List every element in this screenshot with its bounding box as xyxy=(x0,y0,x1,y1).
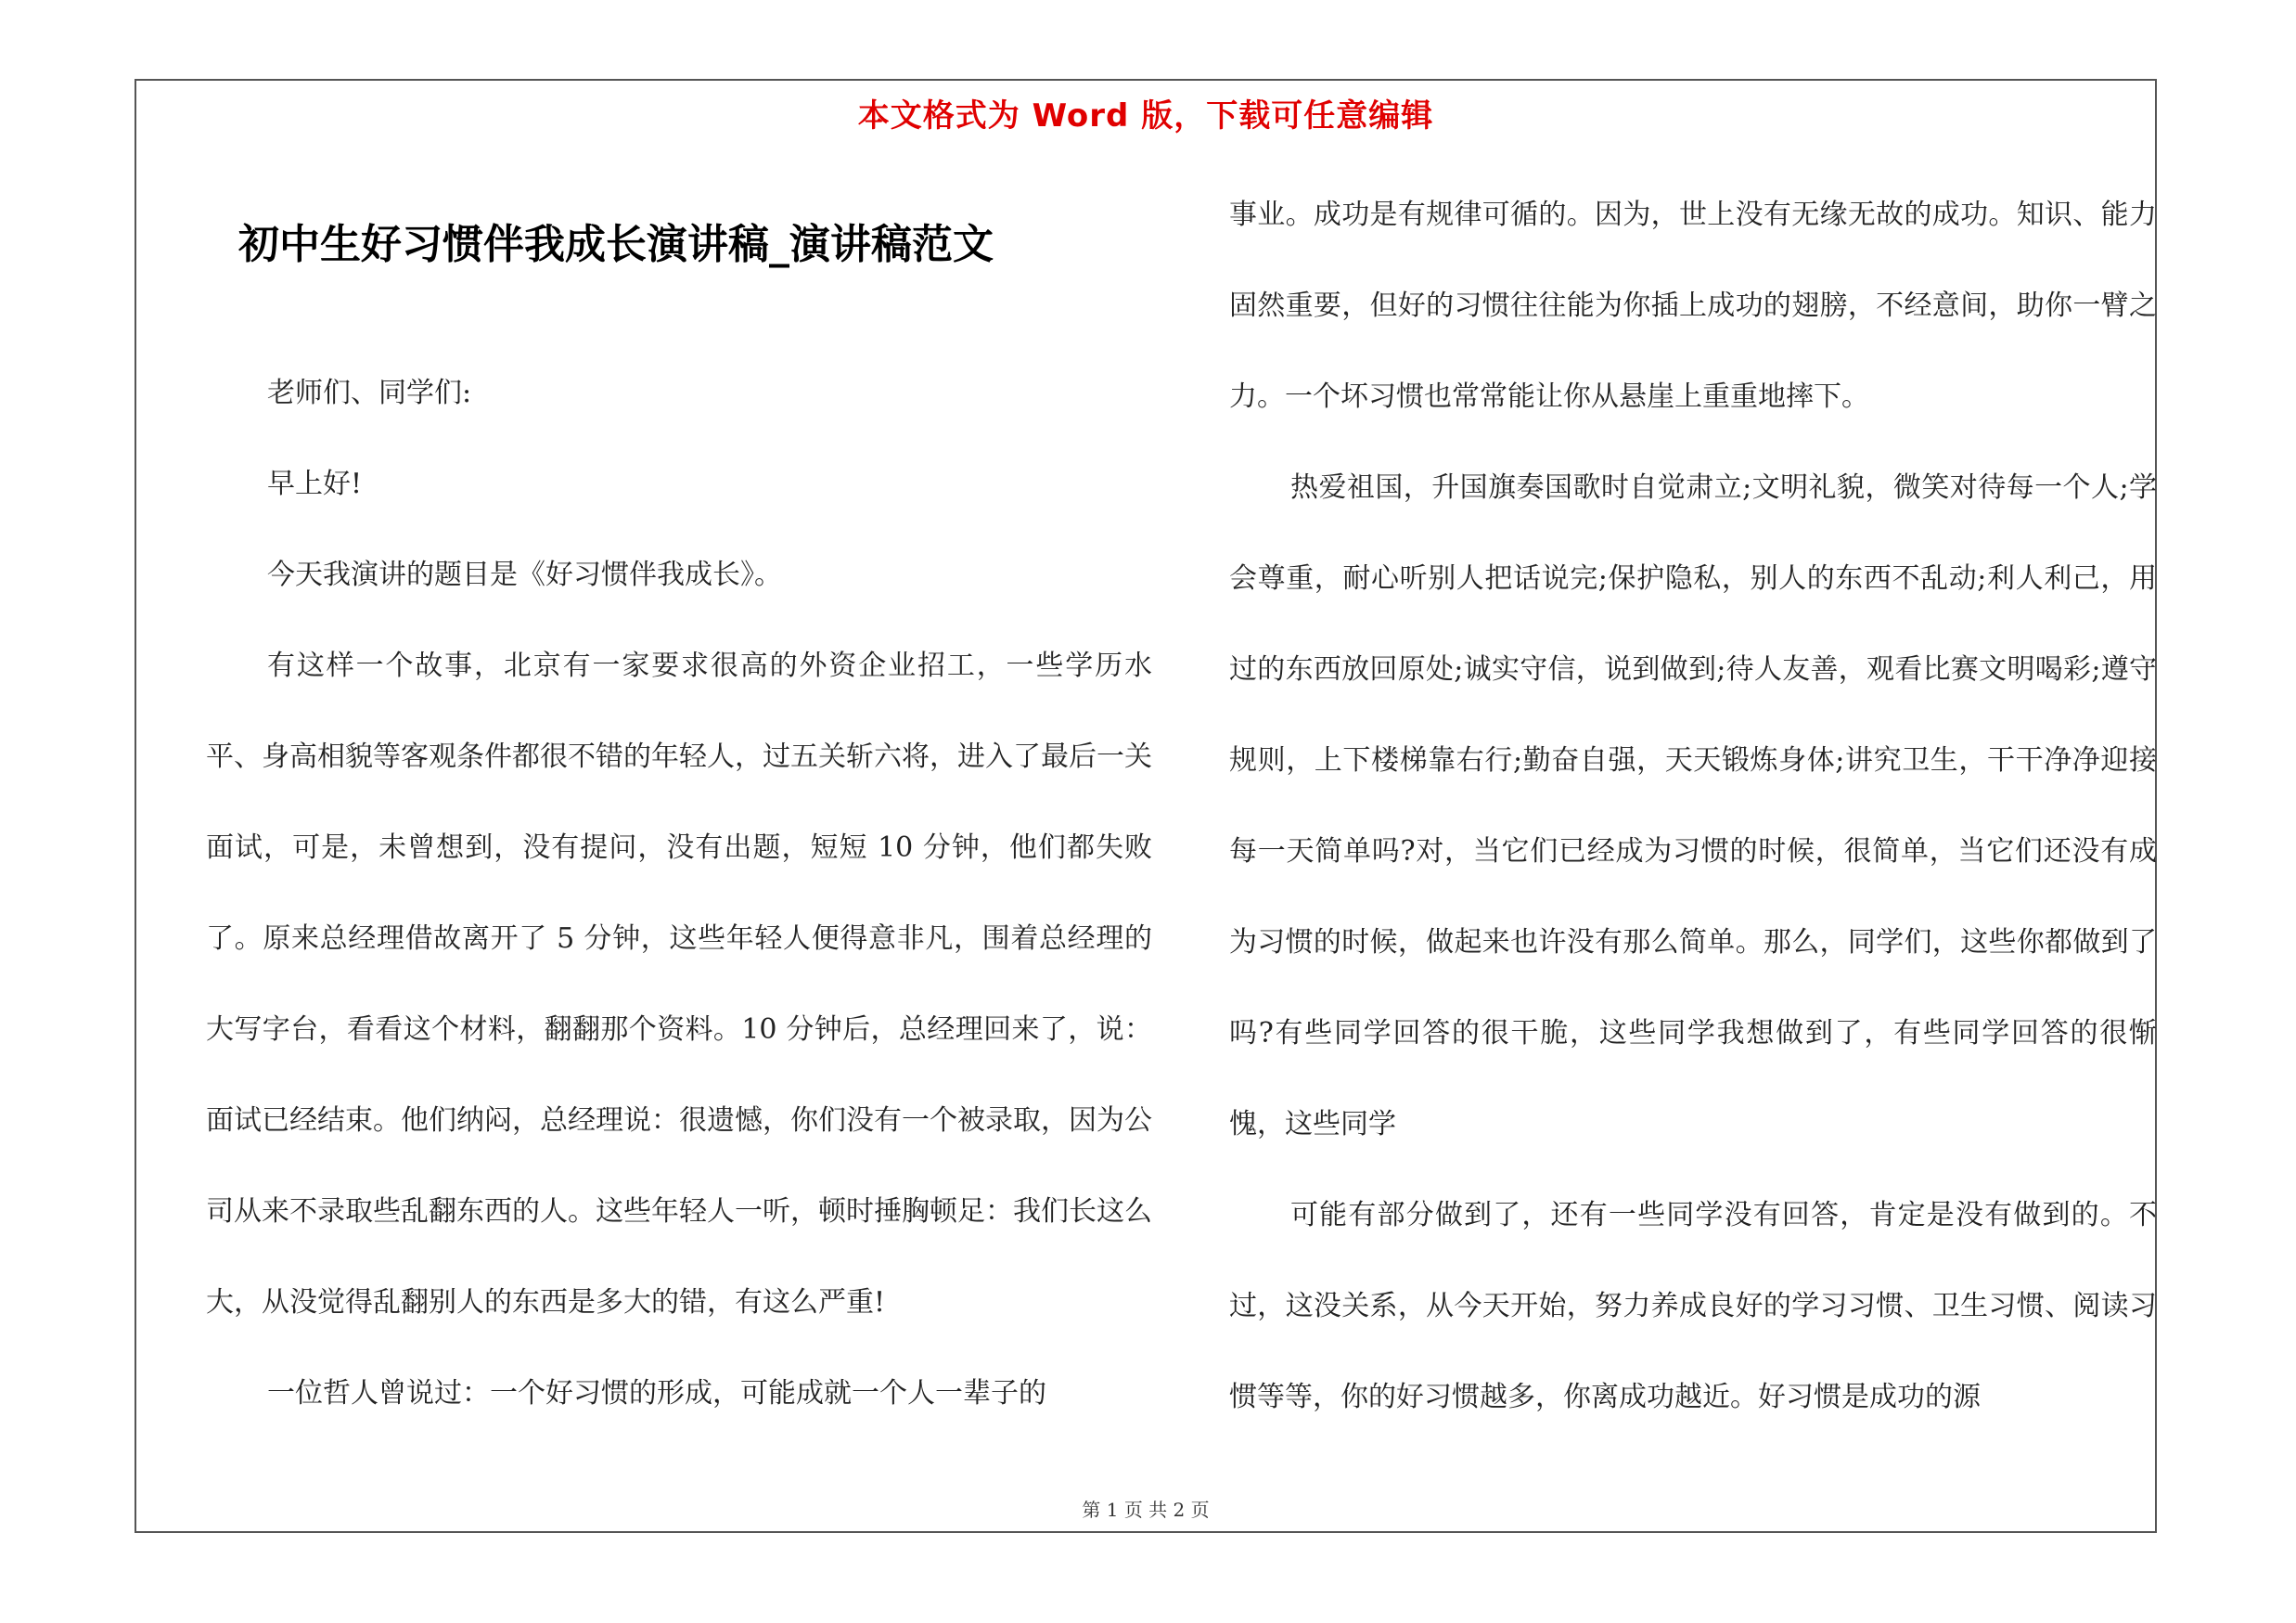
right-column xyxy=(1229,170,2157,1443)
page-number-footer: 第 1 页 共 2 页 xyxy=(1082,1499,1210,1521)
greeting-paragraph: 老师们、同学们: xyxy=(267,377,472,409)
left-column xyxy=(206,348,1152,1439)
page-title: 初中生好习惯伴我成长演讲稿_演讲稿范文 xyxy=(238,221,994,268)
continuation-paragraph: 事业。成功是有规律可循的。因为，世上没有无缘无故的成功。知识、能力固然重要，但好的习惯往往能为你插上成功的翅膀，不经意间，助你一臂之力。一个坏习惯也常常能让你从悬崖上重重地摔下。 xyxy=(1229,199,2157,413)
topic-paragraph: 今天我演讲的题目是《好习惯伴我成长》。 xyxy=(267,559,782,591)
habits-paragraph: 热爱祖国，升国旗奏国歌时自觉肃立;文明礼貌，微笑对待每一个人;学会尊重，耐心听别人把话说完;保护隐私，别人的东西不乱动;利人利己，用过的东西放回原处;诚实守信，说到做到;待人友善，观看比赛文明喝彩;遵守规则，上下楼梯靠右行;勤奋自强，天天锻炼身体;讲究卫生，干干净净迎接每一天简单吗?对，当它们已经成为习惯的时候，很简单，当它们还没有成为习惯的时候，做起来也许没有那么简单。那么，同学们，这些你都做到了吗?有些同学回答的很干脆，这些同学我想做到了，有些同学回答的很惭愧，这些同学 xyxy=(1229,471,2157,1140)
conclusion-paragraph: 可能有部分做到了，还有一些同学没有回答，肯定是没有做到的。不过，这没关系，从今天开始，努力养成良好的学习习惯、卫生习惯、阅读习惯等等，你的好习惯越多，你离成功越近。好习惯是成功的源 xyxy=(1229,1199,2157,1413)
philosopher-paragraph: 一位哲人曾说过：一个好习惯的形成，可能成就一个人一辈子的 xyxy=(267,1377,1046,1410)
document-page xyxy=(135,79,2157,1533)
morning-paragraph: 早上好! xyxy=(267,468,363,500)
format-banner: 本文格式为 Word 版，下载可任意编辑 xyxy=(857,97,1434,135)
story-paragraph: 有这样一个故事，北京有一家要求很高的外资企业招工，一些学历水平、身高相貌等客观条件都很不错的年轻人，过五关斩六将，进入了最后一关面试，可是，未曾想到，没有提问，没有出题，短短 10 分钟，他们都失败了。原来总经理借故离开了 5 分钟，这些年轻人便得意非凡，围着总经理的大写字台，看看这个材料，翻翻那个资料。10 分钟后，总经理回来了，说：面试已经结束。他们纳闷，总经理说：很遗憾，你们没有一个被录取，因为公司从来不录取些乱翻东西的人。这些年轻人一听，顿时捶胸顿足：我们长这么大，从没觉得乱翻别人的东西是多大的错，有这么严重! xyxy=(206,650,1152,1319)
